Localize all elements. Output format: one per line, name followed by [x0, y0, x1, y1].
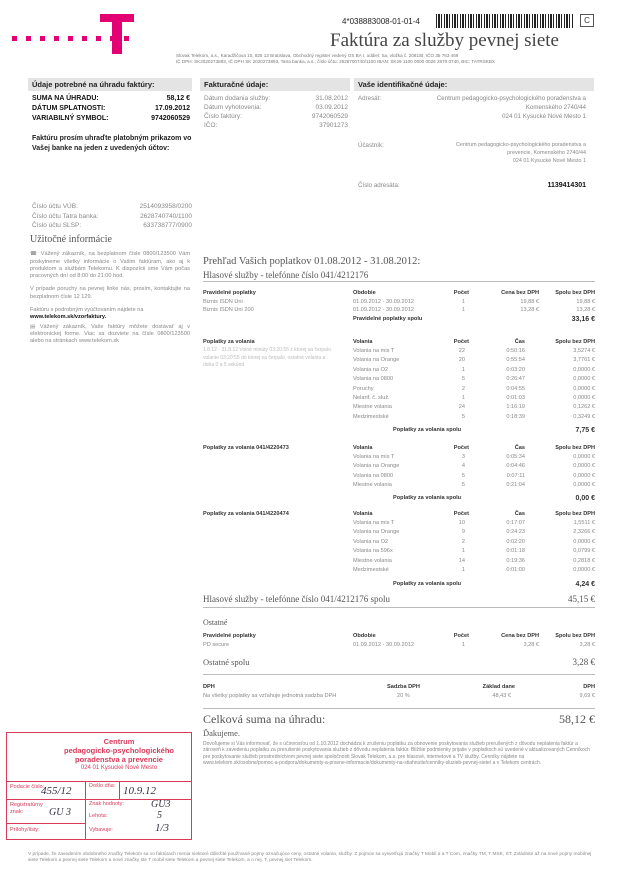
- phone-icon: ☎: [30, 251, 41, 258]
- table-cell: 0:03:20: [506, 366, 525, 373]
- table-cell: Volania na Orange: [353, 529, 400, 536]
- identity-heading: Vaše identifikačné údaje:: [354, 78, 594, 91]
- table-cell: Volania na O2: [353, 366, 389, 373]
- handwritten-reg-no: 455/12: [41, 785, 72, 797]
- invoice-heading: Fakturačné údaje:: [200, 78, 350, 91]
- table-cell: 0,1262 €: [573, 404, 595, 411]
- other-table: Pravidelné poplatky Obdobie Počet Cena bez DPH Spolu bez DPH PD secure 01.09.2012 - 30.09.2012 1 3,28 € 3,28 €: [203, 633, 595, 648]
- table-cell: 0:21:04: [506, 482, 525, 489]
- notice: Dovoľujeme si Vás informovať, že s účinnosťou od 1.10.2012 dochádza k zrušeniu poplatku za obnovenie poskytovania služieb prerušených z dôvodu neplatenia faktúr a zároveň k zavedeniu poplatku za prerušenie poskytovania služieb z dôvodu neplatenia faktúr. Bližšie podmienky prijatie v poplatkoch sú uvedené v aktualizovaných Cenníkoch pre poskytovanie služieb prostredníctvom pevnej siete spoločnosti Slovak Telekom, a.s. pre hlasové, internetové a TV služby. Cenníky nájdete na www.telekom.sk/osobne/pomoc-a-podpora/dokumenty-a-pravne-informacie/dokumenty-na-stiahnutie/cenniky-sluzieb-pevnej-siete/ a v Telekom centrách.: [203, 741, 590, 767]
- corner-letter: C: [580, 14, 594, 27]
- vzor-link[interactable]: www.telekom.sk/vzorfaktury.: [30, 314, 107, 321]
- address-label: Adresát:: [358, 95, 382, 102]
- footer-text: V prípade, že zavedením obdobného značky Telekom sa vo faktúrach menia niektoré dôležité používané pojmy označujúce ceny, ostatné volania, služby. Z pojmov sa vysvetľujú značky T Mobil a a T Com, značky TM, T MSK, ST. Zvládnite až na nové pojmy mobilnej siete Telekom a pevnej siete Telekom a nové značky ste T mobil siete Telekom a pevnej siete Telekom, a o nej. T, pevnej siet Telekom.: [28, 852, 592, 864]
- handwritten-date: 10.9.12: [123, 785, 156, 797]
- account-row: Číslo účtu VÚB: 2514093958/0200: [32, 203, 192, 210]
- other-sum-label: Ostatné spolu: [203, 657, 250, 667]
- table-cell: 1: [461, 366, 465, 373]
- table-cell: 1: [461, 395, 465, 401]
- account-row: Číslo účtu SLSP: 633738777/0900: [32, 222, 192, 229]
- table-cell: 0:01:00: [506, 567, 525, 573]
- table-cell: Volania na O2: [353, 538, 389, 545]
- handwritten-sign: GU 3: [49, 807, 71, 818]
- payment-heading: Údaje potrebné na úhradu faktúry:: [28, 78, 192, 91]
- table-cell: 0:26:47: [506, 376, 525, 383]
- participant-block: Centrum pedagogicko-psychologického poradenstva a prevencie, Komenského 2740/44 024 01 Kysucké Nové Mesto 1: [455, 142, 586, 164]
- recipient-no: 1139414301: [547, 182, 586, 189]
- useful-p1: ☎ Vážený zákazník, na bezplatnom čísle 0800/123500 Vám poskytneme všetky informácie o Vašim faktúram, ako aj k produktom a službám Telekomu. K dispozícii sme Vám počas pracovných dní od 8:00 do 21:00 hod.: [30, 251, 191, 280]
- table-cell: Poruchy: [353, 385, 374, 392]
- useful-info: [30, 236, 190, 346]
- calls-table-2: Poplatky za volania 041/4220473 Volania Počet Čas Spolu bez DPH Volania na mis T 3 0:05:34 0,0000 € Volania na Orange 4 0:04:46 0,0000 € Volania na 0800 5 0:07:11 0,0000 € Miestne volania 5 0:21:04 0,0000 € Poplatky za volania spolu 0,00 €: [203, 445, 595, 502]
- table-cell: 1,5511 €: [573, 520, 595, 526]
- document-icon: ▤: [30, 323, 40, 330]
- invoice-row: Dátum vyhotovenia: 03.09.2012: [204, 104, 348, 111]
- table-cell: 3,7761 €: [573, 357, 595, 364]
- table-cell: 0,2818 €: [573, 557, 595, 564]
- document-title: Faktúra za služby pevnej siete: [330, 30, 559, 51]
- table-cell: 5: [461, 472, 465, 479]
- useful-heading: Užitočné informácie: [30, 234, 112, 245]
- table-cell: 0:55:54: [506, 357, 525, 364]
- address-block: Centrum pedagogicko-psychologického poradenstva a Komenského 2740/44 024 01 Kysucké Nové Mesto 1: [436, 95, 586, 120]
- identity-section: [354, 78, 594, 201]
- regular-fees-table: Pravidelné poplatky Obdobie Počet Cena bez DPH Spolu bez DPH Biznis ISDN Uni 01.09.2012 - 30.09.2012 1 19,88 € 19,88 € Biznis ISDN Uni 200 01.09.2012 - 30.09.2012 1 13,28 € 13,28 € Pravidelné poplatky spolu 33,16 €: [203, 290, 595, 323]
- table-cell: 0,0000 €: [573, 385, 595, 392]
- useful-p3: Faktúru s podrobným vyúčtovaním nájdete na: [30, 307, 144, 314]
- grand-total-value: 58,12 €: [559, 712, 595, 726]
- table-cell: 0:04:46: [506, 463, 525, 470]
- table-cell: Volania na Orange: [353, 463, 400, 470]
- vat-table: DPH Sadzba DPH Základ dane DPH Na všetky poplatky sa vzťahuje jednotná sadzba DPH 20 % 48,43 € 9,69 €: [203, 684, 595, 699]
- company-info: [176, 53, 606, 65]
- table-cell: 0,0000 €: [573, 395, 595, 401]
- table-cell: 0:50:16: [506, 348, 525, 354]
- table-cell: 5: [461, 376, 465, 383]
- table-cell: Volania na Orange: [353, 357, 400, 364]
- table-cell: 0,0000 €: [573, 366, 595, 373]
- table-cell: 14: [458, 557, 465, 564]
- voice-total: 45,15 €: [568, 594, 595, 604]
- table-cell: 0:07:11: [506, 472, 525, 479]
- table-cell: 1:16:19: [506, 404, 525, 411]
- calls-table-3: Poplatky za volania 041/4220474 Volania Počet Čas Spolu bez DPH Volania na mis T 10 0:17:07 1,5511 € Volania na Orange 9 0:24:23 2,3266 € Volania na O2 2 0:02:20 0,0000 € Volania na 596x 1 0:01:18 0,0799 € Miestne volania 14 0:19:36 0,2818 € Medzimestské 1 0:01:00 0,0000 € Poplatky za volania spolu 4,24 €: [203, 511, 595, 588]
- table-cell: Miestne volania: [353, 482, 392, 489]
- other-sum: 3,28 €: [572, 657, 595, 667]
- table-cell: 2: [461, 538, 465, 545]
- table-cell: 0,0000 €: [573, 376, 595, 383]
- table-cell: 1: [461, 548, 465, 555]
- table-cell: 22: [458, 348, 465, 354]
- table-row: Biznis ISDN Uni: [203, 299, 243, 305]
- invoice-row: Dátum dodania služby: 31.08.2012: [204, 95, 348, 102]
- table-cell: 0:05:34: [506, 454, 525, 460]
- thanks: Ďakujeme.: [203, 728, 241, 738]
- voice-total-label: Hlasové služby - telefónne číslo 041/4212176 spolu: [203, 594, 390, 604]
- invoice-row: Číslo faktúry: 9742060529: [204, 113, 348, 120]
- table-cell: 0:17:07: [506, 520, 525, 526]
- calls-table-1: Poplatky za volania 1.8.12 - 31.8.12 Volné minúty 03:20:55 z ktorej sa čerpalo volanie 03:20:55 do ktorej sa čerpalo, ostatné volania a doba 0 a 5 sekúnd Volania Počet Čas Spolu bez DPH Volania na mis T 22 0:50:16 3,5274 € Volania na Orange 20 0:55:54 3,7761 € Volania na O2 1 0:03:20 0,0000 € Volania na 0800 5 0:26:47 0,0000 € Poruchy 2 0:04:55 0,0000 € Nelarif. č. služ. 1 0:01:03 0,0000 € Miestne volania 24 1:16:19 0,1262 € Medzimestské 5 0:18:39 0,3249 € Poplatky za volania spolu 7,75 €: [203, 339, 595, 434]
- account-row: Číslo účtu Tatra banka: 2628740740/1100: [32, 212, 192, 220]
- useful-p4: ▤ Vážený zákazník, Vaše faktúry môžete dostávať aj v elektronickej forme. Viac sa dozviete na čísle 0800/123500 alebo na stránkach www.telekom.sk: [30, 323, 190, 345]
- table-cell: 0:24:23: [506, 529, 525, 536]
- table-cell: 2,3266 €: [573, 529, 595, 536]
- table-row: PD secure: [203, 642, 230, 648]
- table-cell: 0:01:03: [506, 395, 525, 401]
- participant-label: Účastník:: [358, 142, 384, 149]
- table-cell: 0,3249 €: [573, 413, 595, 420]
- table-cell: 0,0000 €: [573, 454, 595, 460]
- overview-subtitle: Hlasové služby - telefónne číslo 041/4212176: [203, 270, 369, 280]
- table-cell: 5: [461, 413, 465, 420]
- payment-note: Faktúru prosím uhraďte platobným prikazom vo Vašej banke na jeden z uvedených účtov:: [32, 135, 192, 152]
- table-cell: 0:02:20: [506, 538, 525, 545]
- table-cell: 0,0000 €: [573, 567, 595, 573]
- grand-total-label: Celková suma na úhradu:: [203, 712, 326, 726]
- invoice-row: IČO: 37901273: [204, 122, 348, 129]
- table-cell: Nelarif. č. služ.: [353, 395, 390, 401]
- overview-title: Prehľad Vašich poplatkov 01.08.2012 - 31.08.2012:: [203, 256, 421, 267]
- barcode-number: 4*038883008-01-01-4: [342, 17, 420, 26]
- table-cell: 9: [461, 529, 465, 536]
- table-row: Biznis ISDN Uni 200: [203, 307, 254, 313]
- payment-row: DÁTUM SPLATNOSTI: 17.09.2012: [32, 105, 190, 112]
- table-cell: 0:18:39: [506, 413, 525, 420]
- table-cell: 0,0000 €: [573, 463, 595, 470]
- table-cell: Medzimestské: [353, 567, 389, 573]
- table-cell: 10: [458, 520, 465, 526]
- other-heading: Ostatné: [203, 618, 228, 627]
- table-cell: 0,0000 €: [573, 538, 595, 545]
- table-cell: 0:19:36: [506, 557, 525, 564]
- table-cell: 2: [461, 385, 465, 392]
- table-cell: Volania na mis T: [353, 520, 395, 526]
- table-cell: 1: [461, 567, 465, 573]
- table-cell: 4: [461, 463, 465, 470]
- table-cell: 0:04:55: [506, 385, 525, 392]
- table-cell: Miestne volania: [353, 404, 392, 411]
- received-stamp: Centrum pedagogicko-psychologického poradenstva a prevencie 024 01 Kysucké Nové Mesto Podacie číslo: 455/12 Došlo dňa: 10.9.12 Registratúrny znak: GU 3 Znak hodnoty: GU3 Lehota: 5 Prílohy/listy: Vybavuje: 1/3: [6, 732, 192, 840]
- table-cell: Volania na 596x: [353, 548, 393, 555]
- table-cell: Miestne volania: [353, 557, 392, 564]
- company-line: IČ DPH: SK2020273893, IČ DPH SK 2020273893, Tatra banka, a.s., číslo účtu: 2628700740/1100 IBAN: SK29 1100 0000 0026 2870 0740, BIC: TATRSKBX: [176, 59, 495, 64]
- table-cell: 24: [458, 404, 465, 411]
- table-cell: 0,0000 €: [573, 482, 595, 489]
- payment-section: [28, 78, 192, 231]
- table-cell: 0,0799 €: [573, 548, 595, 555]
- invoice-section: [200, 78, 350, 130]
- payment-row: SUMA NA ÚHRADU: 58,12 €: [32, 95, 190, 102]
- table-cell: 20: [458, 357, 465, 364]
- notice-link[interactable]: na www.telekom.sk/osobne/pomoc-a-podpora/dokumenty-a-pravne-informacie/dokumenty-na-stiahnutie/cenniky-sluzieb-pevnej-siete/: [203, 753, 525, 767]
- telekom-t-logo: [100, 14, 134, 54]
- table-cell: 3: [461, 454, 465, 460]
- useful-p2: V prípade poruchy na pevnej linke nás, prosím, kontaktujte na bezplatnom čísle 12 129.: [30, 286, 190, 300]
- recipient-no-label: Číslo adresáta:: [358, 182, 400, 189]
- table-cell: Volania na mis T: [353, 454, 395, 460]
- barcode: [436, 14, 574, 28]
- table-cell: Volania na 0800: [353, 472, 394, 479]
- company-line: Slovak Telekom, a.s., Karadžičova 10, 825 13 Bratislava, Obchodný register vedený OS BA I, oddiel: Sa, vložka č. 2081/B, IČO 35 763 469: [176, 53, 459, 58]
- table-cell: Volania na 0800: [353, 376, 394, 383]
- table-cell: 5: [461, 482, 465, 489]
- table-cell: 0,0000 €: [573, 472, 595, 479]
- table-cell: 3,5274 €: [573, 348, 595, 354]
- table-cell: Volania na mis T: [353, 348, 395, 354]
- table-cell: Medzimestské: [353, 413, 389, 420]
- payment-row: VARIABILNÝ SYMBOL: 9742060529: [32, 115, 190, 122]
- table-cell: 0:01:18: [506, 548, 525, 555]
